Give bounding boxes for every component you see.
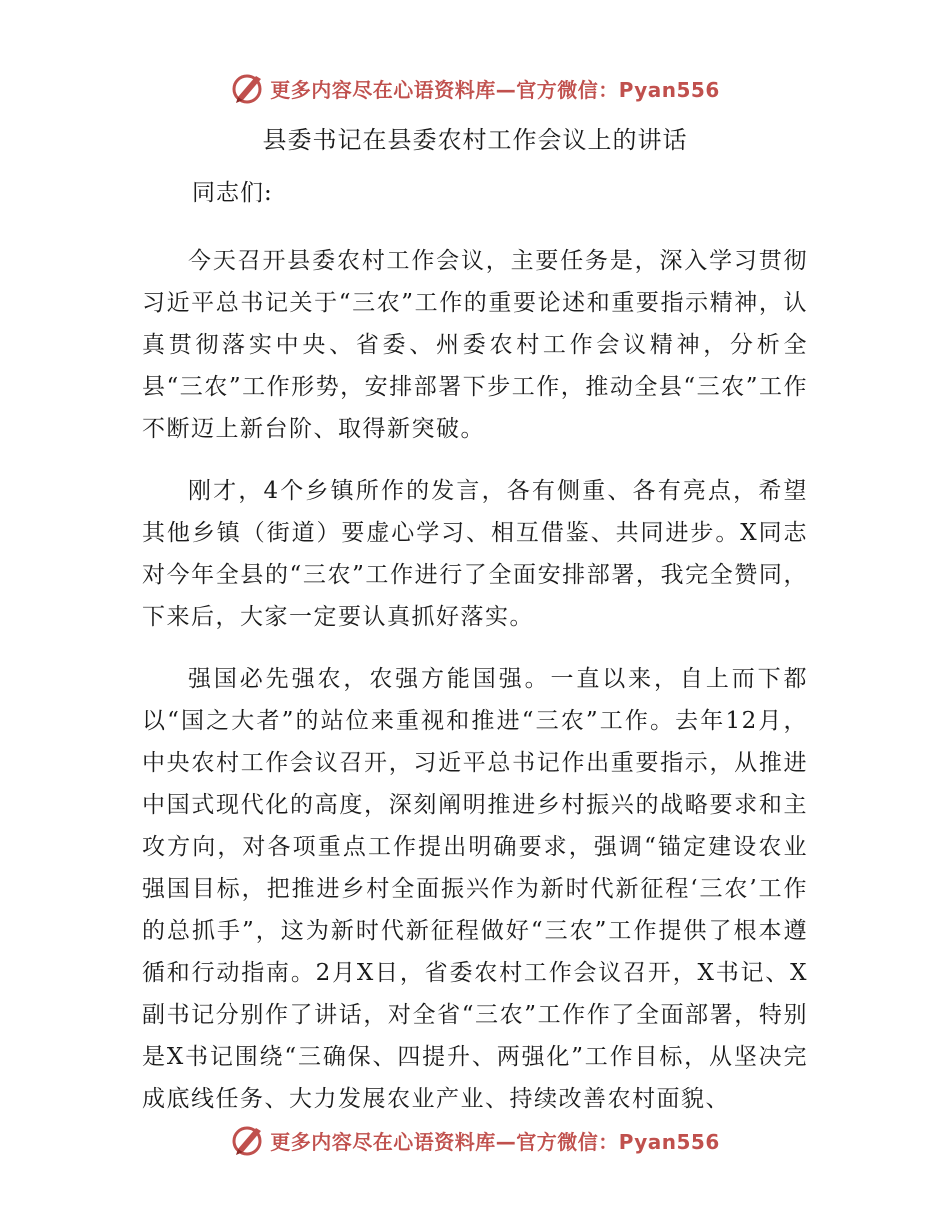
paragraph: 强国必先强农，农强方能国强。一直以来，自上而下都以“国之大者”的站位来重视和推进“三农”工作。去年12月，中央农村工作会议召开，习近平总书记作出重要指示，从推进中国式现代化的高度，深刻阐明推进乡村振兴的战略要求和主攻方向，对各项重点工作提出明确要求，强调“锚定建设农业强国目标，把推进乡村全面振兴作为新时代新征程‘三农’工作的总抓手”，这为新时代新征程做好“三农”工作提供了根本遵循和行动指南。2月X日，省委农村工作会议召开，X书记、X副书记分别作了讲话，对全省“三农”工作作了全面部署，特别是X书记围绕“三确保、四提升、两强化”工作目标，从坚决完成底线任务、大力发展农业产业、持续改善农村面貌、 xyxy=(142,666,808,1112)
watermark-footer xyxy=(0,1120,950,1160)
watermark-text: 更多内容尽在心语资料库—官方微信：Pyan556 xyxy=(270,77,720,102)
watermark-header xyxy=(0,68,950,108)
watermark-text: 更多内容尽在心语资料库—官方微信：Pyan556 xyxy=(270,1129,720,1154)
pen-logo-icon xyxy=(230,70,266,106)
salutation: 同志们: xyxy=(192,180,273,206)
pen-logo-icon xyxy=(230,1122,266,1158)
document-title: 县委书记在县委农村工作会议上的讲话 xyxy=(262,126,688,154)
document-body xyxy=(142,172,808,1140)
paragraph: 今天召开县委农村工作会议，主要任务是，深入学习贯彻习近平总书记关于“三农”工作的重要论述和重要指示精神，认真贯彻落实中央、省委、州委农村工作会议精神，分析全县“三农”工作形势，安排部署下步工作，推动全县“三农”工作不断迈上新台阶、取得新突破。 xyxy=(142,248,808,442)
paragraph: 刚才，4个乡镇所作的发言，各有侧重、各有亮点，希望其他乡镇（街道）要虚心学习、相互借鉴、共同进步。X同志对今年全县的“三农”工作进行了全面安排部署，我完全赞同，下来后，大家一定要认真抓好落实。 xyxy=(142,478,808,630)
